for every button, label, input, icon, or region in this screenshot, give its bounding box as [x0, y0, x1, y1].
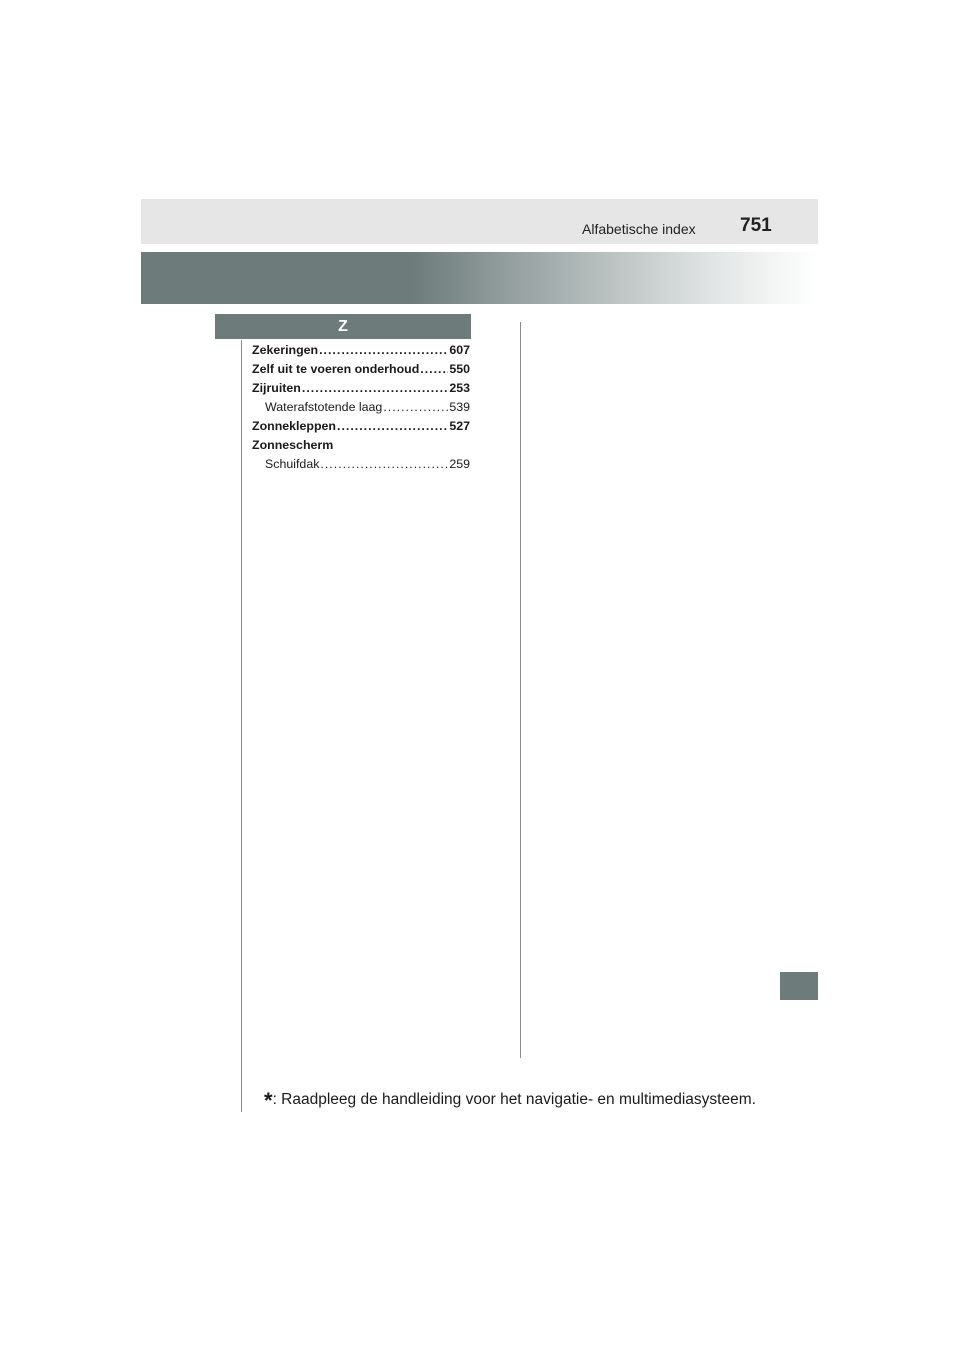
footnote-marker: *: [264, 1088, 273, 1113]
entry-label: Waterafstotende laag: [265, 400, 383, 414]
dot-leader: [420, 360, 448, 379]
index-entry-zekeringen[interactable]: [252, 341, 470, 360]
dot-leader: [383, 398, 448, 417]
entry-label: Zijruiten: [252, 381, 301, 395]
index-entry-zonnekleppen[interactable]: [252, 417, 470, 436]
page-number: 751: [740, 215, 772, 236]
footnote: [264, 1088, 756, 1114]
index-entry-zijruiten[interactable]: [252, 379, 470, 398]
index-subentry-schuifdak[interactable]: [252, 455, 470, 474]
index-letter: Z: [338, 317, 348, 335]
entry-page: 607: [449, 343, 470, 357]
entry-page: 539: [449, 400, 470, 414]
entry-label: Zonnescherm: [252, 438, 334, 452]
decorative-band: [141, 252, 818, 304]
dot-leader: [337, 417, 448, 436]
section-title: Alfabetische index: [582, 221, 696, 237]
dot-leader: [302, 379, 448, 398]
column-divider-middle: [520, 322, 521, 1058]
index-subentry-waterafstotende-laag[interactable]: [252, 398, 470, 417]
dot-leader: [319, 341, 448, 360]
footnote-text: : Raadpleeg de handleiding voor het navigatie- en multimediasysteem.: [272, 1091, 756, 1108]
entry-label: Schuifdak: [265, 457, 320, 471]
entry-label: Zelf uit te voeren onderhoud: [252, 362, 420, 376]
entry-label: Zonnekleppen: [252, 419, 336, 433]
entry-page: 527: [449, 419, 470, 433]
column-divider-left: [241, 340, 242, 1112]
dot-leader: [320, 455, 448, 474]
index-entry-zonnescherm: [252, 436, 470, 455]
index-entry-zelf-onderhoud[interactable]: [252, 360, 470, 379]
header-bar: [141, 199, 818, 244]
index-list: [252, 341, 470, 474]
entry-page: 550: [449, 362, 470, 376]
entry-page: 253: [449, 381, 470, 395]
chapter-tab: [780, 972, 818, 1000]
index-letter-heading: [215, 314, 471, 339]
entry-label: Zekeringen: [252, 343, 319, 357]
entry-page: 259: [449, 457, 470, 471]
